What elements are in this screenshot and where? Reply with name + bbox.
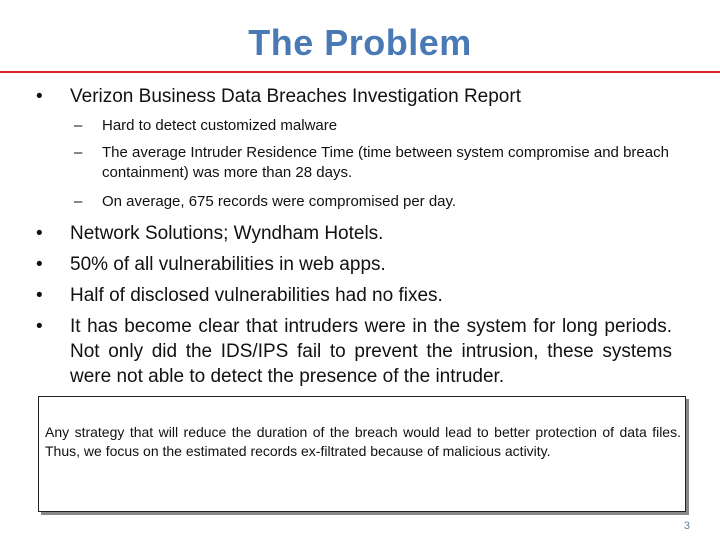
bullet-item	[36, 221, 672, 246]
sub-bullet-item	[74, 192, 674, 212]
bullet-dot-icon: •	[36, 316, 43, 337]
bullet-item	[36, 84, 672, 109]
sub-bullet-text: On average, 675 records were compromised per day.	[102, 193, 457, 210]
sub-bullet-text: The average Intruder Residence Time (time between system compromise and breach containment) was more than 28 days.	[102, 144, 669, 181]
bullet-dot-icon: •	[36, 285, 43, 306]
sub-bullet-item	[74, 143, 674, 183]
sub-bullet-text: Hard to detect customized malware	[102, 117, 338, 134]
dash-icon: –	[74, 144, 83, 161]
bullet-text: It has become clear that intruders were in the system for long periods. Not only did the IDS/IPS fail to prevent the intrusion, these systems were not able to detect the presence of the intruder.	[70, 316, 672, 387]
bullet-text: Network Solutions; Wyndham Hotels.	[70, 223, 384, 244]
bullet-text: Half of disclosed vulnerabilities had no fixes.	[70, 285, 443, 306]
bullet-item	[36, 252, 672, 277]
bullet-text: Verizon Business Data Breaches Investigation Report	[70, 86, 521, 107]
bullet-dot-icon: •	[36, 86, 43, 107]
bullet-item	[36, 283, 672, 308]
bullet-dot-icon: •	[36, 254, 43, 275]
callout-box	[38, 396, 686, 512]
sub-bullet-item	[74, 116, 674, 136]
callout-text: Any strategy that will reduce the duration of the breach would lead to better protection of data files. Thus, we focus on the estimated records ex-filtrated because of malicious activity.	[45, 424, 681, 459]
dash-icon: –	[74, 193, 83, 210]
title-divider	[0, 71, 720, 73]
bullet-item	[36, 314, 672, 389]
bullet-text: 50% of all vulnerabilities in web apps.	[70, 254, 386, 275]
slide-title: The Problem	[248, 22, 472, 63]
bullet-dot-icon: •	[36, 223, 43, 244]
dash-icon: –	[74, 117, 83, 134]
page-number: 3	[683, 520, 690, 532]
